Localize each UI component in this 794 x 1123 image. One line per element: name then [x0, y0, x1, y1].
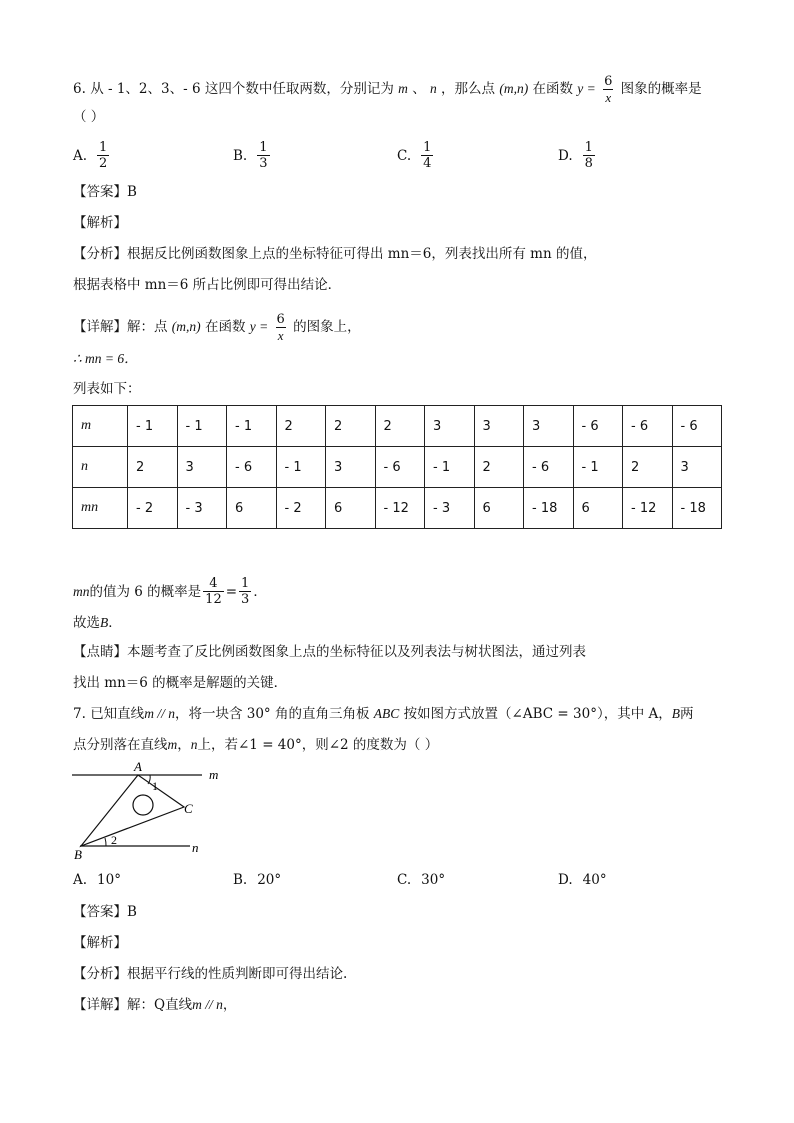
q7-option-c-label: C. [397, 872, 412, 888]
q7-b-letter: B [671, 706, 680, 721]
q7-sep: ， [658, 706, 672, 722]
q6-prob-text: 的值为 6 的概率是 [89, 583, 202, 600]
q7-because-symbol: Q [154, 997, 166, 1013]
table-row-mn [73, 488, 722, 529]
q7-option-b-label: B. [233, 872, 248, 888]
q6-therefore: ∴ mn = 6． [73, 351, 138, 366]
q6-prob-f2-num: 1 [241, 576, 250, 591]
table-cell: - 6 [375, 447, 425, 488]
q6-option-c-label: C. [397, 147, 412, 164]
table-cell: 3 [524, 406, 574, 447]
q7-xiangjie-par: m // n [192, 997, 223, 1012]
table-cell: - 1 [573, 447, 623, 488]
q7-line2-b: 上，若∠1 = 40°，则∠2 的度数为（ ） [197, 737, 439, 753]
q6-option-c-num: 1 [423, 140, 432, 155]
q6-option-a-fraction [97, 140, 109, 171]
q6-option-b-den: 3 [259, 156, 268, 171]
q6-point: (m,n) [499, 81, 529, 96]
q7-number: 7. [73, 706, 86, 722]
table-cell: 2 [326, 406, 376, 447]
q7-option-a[interactable] [73, 872, 121, 888]
q7-option-c-value: 30° [421, 872, 446, 888]
table-row-header: m [73, 406, 128, 447]
q6-option-b[interactable] [233, 140, 272, 171]
q6-prob-end: ． [253, 583, 267, 600]
table-cell: 6 [474, 488, 524, 529]
q6-list-intro: 列表如下： [73, 381, 141, 397]
q6-prob-fraction2 [239, 576, 251, 607]
table-cell: 3 [425, 406, 475, 447]
q6-xiangjie-tag: 【详解】 [73, 319, 127, 335]
table-cell: 2 [623, 447, 673, 488]
q7-analysis-title: 【解析】 [73, 935, 127, 951]
table-cell: - 1 [276, 447, 326, 488]
q6-option-a[interactable] [73, 140, 111, 171]
q6-fenxi-text1: 根据反比例函数图象上点的坐标特征可得出 mn＝6，列表找出所有 mn 的值， [127, 246, 597, 262]
table-cell: - 1 [425, 447, 475, 488]
table-cell: 3 [326, 447, 376, 488]
q6-stem-text-a: 从 - 1、2、3、- 6 这四个数中任取两数，分别记为 [90, 81, 394, 97]
q7-triangle-hole [133, 795, 153, 815]
table-cell: - 2 [128, 488, 178, 529]
q6-stem-text-b: ，那么点 [441, 81, 496, 97]
table-row-n [73, 447, 722, 488]
q6-prob-eq: = [225, 583, 238, 600]
q7-option-b[interactable] [233, 872, 281, 888]
q7-xiangjie [73, 996, 236, 1014]
q6-dianjing-text1: 本题考查了反比例函数图象上点的坐标特征以及列表法与树状图法，通过列表 [127, 644, 586, 660]
q7-figure [68, 758, 238, 862]
q6-func-fraction [602, 74, 614, 105]
q6-choose-text: 故选 [73, 615, 100, 631]
q7-xiangjie-b: 直线 [165, 997, 193, 1013]
table-cell: - 12 [623, 488, 673, 529]
table-cell: - 1 [128, 406, 178, 447]
table-cell: 2 [128, 447, 178, 488]
q6-func-lhs: y = [577, 81, 596, 96]
table-cell: 2 [474, 447, 524, 488]
q6-analysis-title: 【解析】 [73, 215, 127, 231]
q6-option-d-label: D. [558, 147, 573, 164]
table-cell: 3 [177, 447, 227, 488]
q6-stem [73, 74, 702, 105]
q6-probability [73, 576, 267, 607]
q7-option-a-value: 10° [97, 872, 121, 888]
q7-label-B: B [74, 847, 82, 862]
q7-stem-line2 [73, 736, 438, 754]
q6-xiangjie-text-b: 在函数 [204, 319, 246, 335]
q6-prob-f1-den: 12 [205, 592, 222, 607]
q7-answer: 【答案】B [73, 904, 137, 920]
table-cell: - 18 [524, 488, 574, 529]
q7-angle2-arc [105, 838, 106, 846]
q7-option-d-label: D. [558, 872, 573, 888]
table-cell: - 6 [524, 447, 574, 488]
table-cell: 2 [276, 406, 326, 447]
q7-fenxi-tag: 【分析】 [73, 966, 127, 982]
q6-xiangjie-fraction [275, 312, 287, 343]
q7-parallel: m // n [144, 706, 175, 721]
q7-stem-c: 按如图方式放置（∠ABC = 30°），其中 [403, 706, 645, 722]
q7-label-1: 1 [152, 779, 158, 793]
q7-fenxi [73, 965, 347, 983]
q6-var-m: m [398, 81, 408, 96]
q6-option-d-fraction [583, 140, 595, 171]
table-row-header: n [73, 447, 128, 488]
q6-option-c[interactable] [397, 140, 435, 171]
table-row-m [73, 406, 722, 447]
q6-var-n: n [429, 81, 437, 96]
table-cell: - 3 [177, 488, 227, 529]
q7-label-n: n [192, 840, 199, 855]
q6-xiangjie [73, 312, 361, 343]
q6-option-b-num: 1 [259, 140, 268, 155]
q7-a-letter: A [648, 706, 659, 722]
q7-stem-line1 [73, 705, 694, 723]
q7-option-a-label: A. [73, 872, 88, 888]
table-cell: 2 [375, 406, 425, 447]
q6-choose [73, 614, 122, 632]
q6-choose-letter: B [100, 615, 109, 630]
q6-dianjing-tag: 【点睛】 [73, 644, 127, 660]
table-cell: 3 [474, 406, 524, 447]
q6-fenxi-line2: 根据表格中 mn＝6 所占比例即可得出结论． [73, 277, 342, 293]
q7-line2-n: n [190, 737, 198, 752]
q7-line2-m: m [167, 737, 178, 752]
q7-label-C: C [184, 801, 193, 816]
table-cell: - 3 [425, 488, 475, 529]
q7-fenxi-text: 根据平行线的性质判断即可得出结论. [127, 966, 348, 982]
q6-table [72, 405, 722, 529]
q7-option-d-value: 40° [582, 872, 607, 888]
q6-paren: （ ） [73, 109, 105, 125]
q7-xiangjie-end: ， [222, 997, 237, 1013]
q6-option-b-label: B. [233, 147, 248, 164]
q7-stem-d: 两 [680, 706, 694, 722]
q6-func-den: x [605, 90, 612, 105]
q6-option-d-num: 1 [584, 140, 593, 155]
q6-prob-fraction1 [203, 576, 224, 607]
q7-stem-a: 已知直线 [90, 706, 145, 722]
q6-stem-text-d: 图象的概率是 [620, 81, 702, 97]
q7-line2-a: 点分别落在直线 [73, 737, 168, 753]
q6-prob-mn: mn [73, 583, 90, 599]
q7-option-b-value: 20° [257, 872, 282, 888]
table-cell: 3 [672, 447, 722, 488]
q7-stem-b: ，将一块含 30° 角的直角三角板 [174, 706, 370, 722]
table-cell: - 6 [623, 406, 673, 447]
q6-table-body [73, 406, 722, 529]
q6-option-d-den: 8 [584, 156, 593, 171]
table-cell: 6 [326, 488, 376, 529]
q6-fenxi-tag: 【分析】 [73, 246, 127, 262]
q6-xiangjie-func-lhs: y = [249, 319, 269, 334]
q7-option-d[interactable] [558, 872, 607, 888]
q7-xiangjie-a: 解： [127, 997, 154, 1013]
q6-option-a-den: 2 [99, 156, 108, 171]
q7-line2-sep: ， [177, 737, 191, 753]
q7-label-2: 2 [111, 833, 117, 847]
q6-xiangjie-text-a: 解：点 [127, 319, 168, 335]
q7-abc: ABC [373, 706, 400, 721]
q6-dianjing-line2: 找出 mn＝6 的概率是解题的关键． [73, 675, 288, 691]
q7-option-c[interactable] [397, 872, 445, 888]
q6-answer: 【答案】B [73, 184, 137, 200]
q6-number: 6. [73, 81, 86, 97]
table-cell: - 6 [672, 406, 722, 447]
table-cell: - 6 [573, 406, 623, 447]
q6-option-d[interactable] [558, 140, 597, 171]
table-cell: - 6 [227, 447, 277, 488]
table-cell: - 1 [177, 406, 227, 447]
q6-option-c-fraction [421, 140, 433, 171]
table-cell: - 1 [227, 406, 277, 447]
table-cell: - 2 [276, 488, 326, 529]
q7-triangle [81, 775, 184, 846]
q6-xiangjie-point: (m,n) [171, 319, 201, 334]
q7-label-m: m [209, 767, 219, 782]
q6-prob-f1-num: 4 [209, 576, 218, 591]
q6-sep: 、 [412, 81, 426, 97]
table-cell: - 18 [672, 488, 722, 529]
q6-option-a-label: A. [73, 147, 88, 164]
q6-fenxi-line1 [73, 245, 596, 263]
q7-xiangjie-tag: 【详解】 [73, 997, 127, 1013]
q6-prob-f2-den: 3 [241, 592, 250, 607]
table-row-header: mn [73, 488, 128, 529]
q6-option-c-den: 4 [423, 156, 432, 171]
q6-choose-end: ． [108, 615, 122, 631]
q6-xiangjie-den: x [277, 328, 284, 343]
table-cell: - 12 [375, 488, 425, 529]
table-cell: 6 [227, 488, 277, 529]
q7-label-A: A [134, 759, 142, 774]
q6-xiangjie-text-c: 的图象上， [293, 319, 361, 335]
q6-option-b-fraction [257, 140, 269, 171]
table-cell: 6 [573, 488, 623, 529]
q6-option-a-num: 1 [99, 140, 108, 155]
q6-xiangjie-num: 6 [276, 312, 285, 327]
q6-dianjing-line1 [73, 643, 586, 661]
q6-stem-text-c: 在函数 [532, 81, 573, 97]
q6-func-num: 6 [604, 74, 613, 89]
